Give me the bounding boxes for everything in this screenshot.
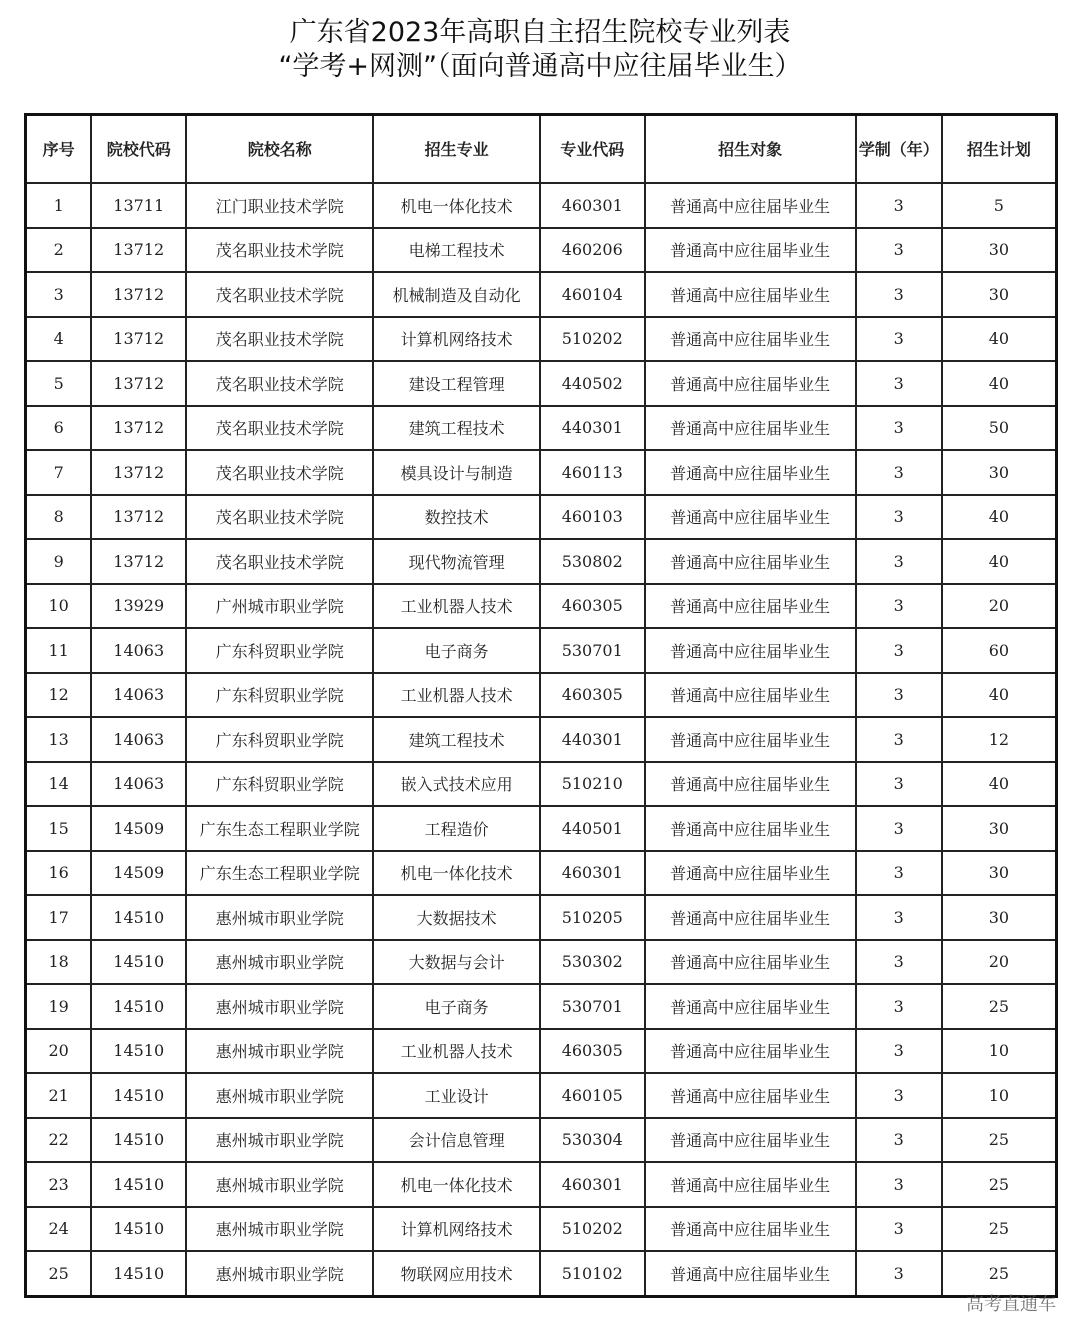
cell-school-name: 茂名职业技术学院 [186,450,373,495]
cell-school-name: 广东科贸职业学院 [186,762,373,807]
cell-target-students: 普通高中应往届毕业生 [645,806,856,851]
cell-major-code: 460301 [540,851,645,896]
cell-major-code: 510202 [540,317,645,362]
cell-major-code: 460301 [540,183,645,228]
cell-duration: 3 [856,1118,942,1163]
cell-school-code: 14063 [91,762,186,807]
cell-major-code: 530701 [540,628,645,673]
cell-major: 计算机网络技术 [373,1207,539,1252]
cell-duration: 3 [856,984,942,1029]
table-row [26,584,1057,629]
cell-plan: 25 [942,1162,1057,1207]
cell-plan: 30 [942,895,1057,940]
cell-plan: 30 [942,851,1057,896]
header-school-code: 院校代码 [91,115,186,184]
cell-major-code: 460305 [540,673,645,718]
cell-index: 12 [26,673,92,718]
cell-index: 10 [26,584,92,629]
header-target-students: 招生对象 [645,115,856,184]
cell-major: 大数据技术 [373,895,539,940]
cell-major: 工业机器人技术 [373,1029,539,1074]
table-row [26,1073,1057,1118]
cell-major-code: 460104 [540,272,645,317]
cell-major: 电子商务 [373,628,539,673]
cell-school-name: 惠州城市职业学院 [186,1162,373,1207]
cell-plan: 10 [942,1073,1057,1118]
table-row [26,228,1057,273]
cell-major: 工业机器人技术 [373,584,539,629]
table-row [26,984,1057,1029]
table-row [26,183,1057,228]
cell-duration: 3 [856,673,942,718]
cell-major-code: 460113 [540,450,645,495]
cell-school-code: 14509 [91,851,186,896]
cell-school-code: 13711 [91,183,186,228]
cell-school-code: 13712 [91,361,186,406]
table-row [26,1162,1057,1207]
cell-school-code: 13712 [91,317,186,362]
cell-major: 会计信息管理 [373,1118,539,1163]
cell-target-students: 普通高中应往届毕业生 [645,940,856,985]
cell-major: 机械制造及自动化 [373,272,539,317]
cell-major-code: 510205 [540,895,645,940]
cell-duration: 3 [856,495,942,540]
cell-school-name: 惠州城市职业学院 [186,1251,373,1296]
cell-target-students: 普通高中应往届毕业生 [645,673,856,718]
cell-target-students: 普通高中应往届毕业生 [645,628,856,673]
enrollment-table [24,113,1058,1298]
cell-major-code: 460301 [540,1162,645,1207]
cell-school-code: 13712 [91,495,186,540]
cell-plan: 25 [942,1207,1057,1252]
cell-school-code: 14510 [91,1029,186,1074]
cell-index: 8 [26,495,92,540]
cell-major: 数控技术 [373,495,539,540]
cell-target-students: 普通高中应往届毕业生 [645,1162,856,1207]
cell-school-code: 14063 [91,673,186,718]
cell-plan: 40 [942,317,1057,362]
cell-major: 大数据与会计 [373,940,539,985]
cell-duration: 3 [856,1162,942,1207]
cell-plan: 50 [942,406,1057,451]
table-row [26,1029,1057,1074]
table-row [26,539,1057,584]
cell-school-code: 13712 [91,228,186,273]
cell-target-students: 普通高中应往届毕业生 [645,317,856,362]
cell-school-code: 14510 [91,1207,186,1252]
cell-target-students: 普通高中应往届毕业生 [645,539,856,584]
cell-school-name: 惠州城市职业学院 [186,1029,373,1074]
cell-school-code: 13712 [91,406,186,451]
cell-major: 机电一体化技术 [373,851,539,896]
cell-school-name: 茂名职业技术学院 [186,495,373,540]
table-row [26,1207,1057,1252]
table-row [26,495,1057,540]
cell-duration: 3 [856,717,942,762]
table-row [26,940,1057,985]
cell-school-code: 14510 [91,984,186,1029]
cell-index: 7 [26,450,92,495]
cell-index: 6 [26,406,92,451]
cell-school-name: 茂名职业技术学院 [186,539,373,584]
cell-major-code: 530802 [540,539,645,584]
cell-index: 11 [26,628,92,673]
cell-target-students: 普通高中应往届毕业生 [645,984,856,1029]
header-duration: 学制（年） [856,115,942,184]
cell-duration: 3 [856,806,942,851]
cell-school-name: 茂名职业技术学院 [186,228,373,273]
table-row [26,450,1057,495]
table-row [26,317,1057,362]
cell-major-code: 460305 [540,1029,645,1074]
cell-duration: 3 [856,940,942,985]
cell-duration: 3 [856,406,942,451]
cell-major-code: 440301 [540,406,645,451]
cell-plan: 40 [942,673,1057,718]
cell-school-name: 广东科贸职业学院 [186,628,373,673]
cell-school-code: 14509 [91,806,186,851]
header-index: 序号 [26,115,92,184]
cell-major-code: 510210 [540,762,645,807]
cell-index: 23 [26,1162,92,1207]
cell-target-students: 普通高中应往届毕业生 [645,584,856,629]
cell-school-name: 茂名职业技术学院 [186,272,373,317]
cell-school-code: 13929 [91,584,186,629]
cell-duration: 3 [856,895,942,940]
table-row [26,806,1057,851]
cell-plan: 20 [942,940,1057,985]
cell-school-code: 13712 [91,450,186,495]
cell-duration: 3 [856,272,942,317]
document-subtitle: “学考+网测”（面向普通高中应往届毕业生） [278,51,802,82]
cell-school-code: 14510 [91,1162,186,1207]
cell-duration: 3 [856,1073,942,1118]
table-row [26,406,1057,451]
cell-index: 16 [26,851,92,896]
table-header-row [26,115,1057,184]
cell-major-code: 440502 [540,361,645,406]
cell-duration: 3 [856,1251,942,1296]
cell-index: 5 [26,361,92,406]
cell-major: 工程造价 [373,806,539,851]
cell-major: 建设工程管理 [373,361,539,406]
cell-index: 3 [26,272,92,317]
cell-plan: 60 [942,628,1057,673]
table-row [26,762,1057,807]
cell-target-students: 普通高中应往届毕业生 [645,851,856,896]
cell-plan: 20 [942,584,1057,629]
document-title: 广东省2023年高职自主招生院校专业列表 [289,17,791,48]
cell-school-code: 14063 [91,717,186,762]
cell-target-students: 普通高中应往届毕业生 [645,406,856,451]
cell-plan: 30 [942,272,1057,317]
cell-major-code: 510102 [540,1251,645,1296]
cell-target-students: 普通高中应往届毕业生 [645,495,856,540]
cell-major-code: 530302 [540,940,645,985]
cell-index: 22 [26,1118,92,1163]
header-major: 招生专业 [373,115,539,184]
cell-school-name: 广东科贸职业学院 [186,717,373,762]
cell-school-name: 惠州城市职业学院 [186,1207,373,1252]
cell-plan: 25 [942,1251,1057,1296]
cell-major-code: 440501 [540,806,645,851]
cell-target-students: 普通高中应往届毕业生 [645,361,856,406]
cell-index: 13 [26,717,92,762]
cell-school-code: 13712 [91,539,186,584]
cell-duration: 3 [856,228,942,273]
cell-school-name: 江门职业技术学院 [186,183,373,228]
cell-major-code: 460105 [540,1073,645,1118]
cell-plan: 25 [942,1118,1057,1163]
cell-plan: 40 [942,539,1057,584]
cell-plan: 5 [942,183,1057,228]
cell-index: 1 [26,183,92,228]
table-row [26,628,1057,673]
cell-school-code: 14510 [91,1118,186,1163]
cell-plan: 40 [942,762,1057,807]
cell-index: 25 [26,1251,92,1296]
cell-major-code: 510202 [540,1207,645,1252]
cell-major-code: 460103 [540,495,645,540]
cell-plan: 10 [942,1029,1057,1074]
cell-major: 建筑工程技术 [373,406,539,451]
cell-major: 机电一体化技术 [373,1162,539,1207]
table-row [26,1251,1057,1296]
table-row [26,895,1057,940]
cell-index: 18 [26,940,92,985]
cell-plan: 40 [942,495,1057,540]
cell-index: 19 [26,984,92,1029]
cell-target-students: 普通高中应往届毕业生 [645,272,856,317]
cell-school-name: 广东生态工程职业学院 [186,806,373,851]
cell-major-code: 440301 [540,717,645,762]
cell-duration: 3 [856,1029,942,1074]
cell-school-name: 惠州城市职业学院 [186,984,373,1029]
cell-school-code: 14510 [91,1251,186,1296]
table-row [26,673,1057,718]
table-row [26,361,1057,406]
cell-major: 计算机网络技术 [373,317,539,362]
cell-plan: 30 [942,450,1057,495]
cell-target-students: 普通高中应往届毕业生 [645,1207,856,1252]
cell-school-name: 惠州城市职业学院 [186,895,373,940]
header-major-code: 专业代码 [540,115,645,184]
cell-duration: 3 [856,762,942,807]
cell-target-students: 普通高中应往届毕业生 [645,717,856,762]
cell-index: 15 [26,806,92,851]
cell-target-students: 普通高中应往届毕业生 [645,450,856,495]
cell-target-students: 普通高中应往届毕业生 [645,895,856,940]
cell-school-name: 茂名职业技术学院 [186,361,373,406]
cell-school-name: 茂名职业技术学院 [186,406,373,451]
cell-major: 嵌入式技术应用 [373,762,539,807]
header-school-name: 院校名称 [186,115,373,184]
cell-plan: 40 [942,361,1057,406]
table-row [26,272,1057,317]
cell-school-name: 广州城市职业学院 [186,584,373,629]
table-row [26,1118,1057,1163]
cell-plan: 30 [942,228,1057,273]
cell-major: 物联网应用技术 [373,1251,539,1296]
cell-duration: 3 [856,1207,942,1252]
cell-duration: 3 [856,361,942,406]
cell-target-students: 普通高中应往届毕业生 [645,1251,856,1296]
cell-major-code: 530304 [540,1118,645,1163]
cell-major-code: 530701 [540,984,645,1029]
cell-major: 现代物流管理 [373,539,539,584]
cell-duration: 3 [856,539,942,584]
cell-school-code: 13712 [91,272,186,317]
cell-target-students: 普通高中应往届毕业生 [645,228,856,273]
cell-index: 9 [26,539,92,584]
cell-major: 机电一体化技术 [373,183,539,228]
cell-target-students: 普通高中应往届毕业生 [645,1029,856,1074]
cell-school-name: 广东科贸职业学院 [186,673,373,718]
cell-school-code: 14063 [91,628,186,673]
cell-major: 建筑工程技术 [373,717,539,762]
header-plan: 招生计划 [942,115,1057,184]
cell-duration: 3 [856,628,942,673]
cell-major-code: 460206 [540,228,645,273]
table-row [26,717,1057,762]
cell-major: 电梯工程技术 [373,228,539,273]
cell-duration: 3 [856,584,942,629]
watermark: 高考直通车 [966,1294,1056,1315]
cell-school-code: 14510 [91,940,186,985]
cell-school-name: 惠州城市职业学院 [186,1073,373,1118]
cell-duration: 3 [856,183,942,228]
cell-target-students: 普通高中应往届毕业生 [645,1073,856,1118]
cell-school-code: 14510 [91,1073,186,1118]
cell-index: 24 [26,1207,92,1252]
cell-school-name: 广东生态工程职业学院 [186,851,373,896]
cell-major: 工业机器人技术 [373,673,539,718]
cell-duration: 3 [856,450,942,495]
cell-major: 模具设计与制造 [373,450,539,495]
cell-major: 电子商务 [373,984,539,1029]
cell-major-code: 460305 [540,584,645,629]
cell-index: 21 [26,1073,92,1118]
cell-target-students: 普通高中应往届毕业生 [645,1118,856,1163]
cell-school-name: 茂名职业技术学院 [186,317,373,362]
cell-plan: 30 [942,806,1057,851]
cell-index: 14 [26,762,92,807]
cell-index: 20 [26,1029,92,1074]
cell-target-students: 普通高中应往届毕业生 [645,183,856,228]
cell-index: 2 [26,228,92,273]
table-row [26,851,1057,896]
cell-school-name: 惠州城市职业学院 [186,1118,373,1163]
cell-index: 17 [26,895,92,940]
cell-school-name: 惠州城市职业学院 [186,940,373,985]
cell-major: 工业设计 [373,1073,539,1118]
cell-school-code: 14510 [91,895,186,940]
cell-duration: 3 [856,317,942,362]
cell-plan: 25 [942,984,1057,1029]
cell-plan: 12 [942,717,1057,762]
cell-target-students: 普通高中应往届毕业生 [645,762,856,807]
cell-duration: 3 [856,851,942,896]
cell-index: 4 [26,317,92,362]
